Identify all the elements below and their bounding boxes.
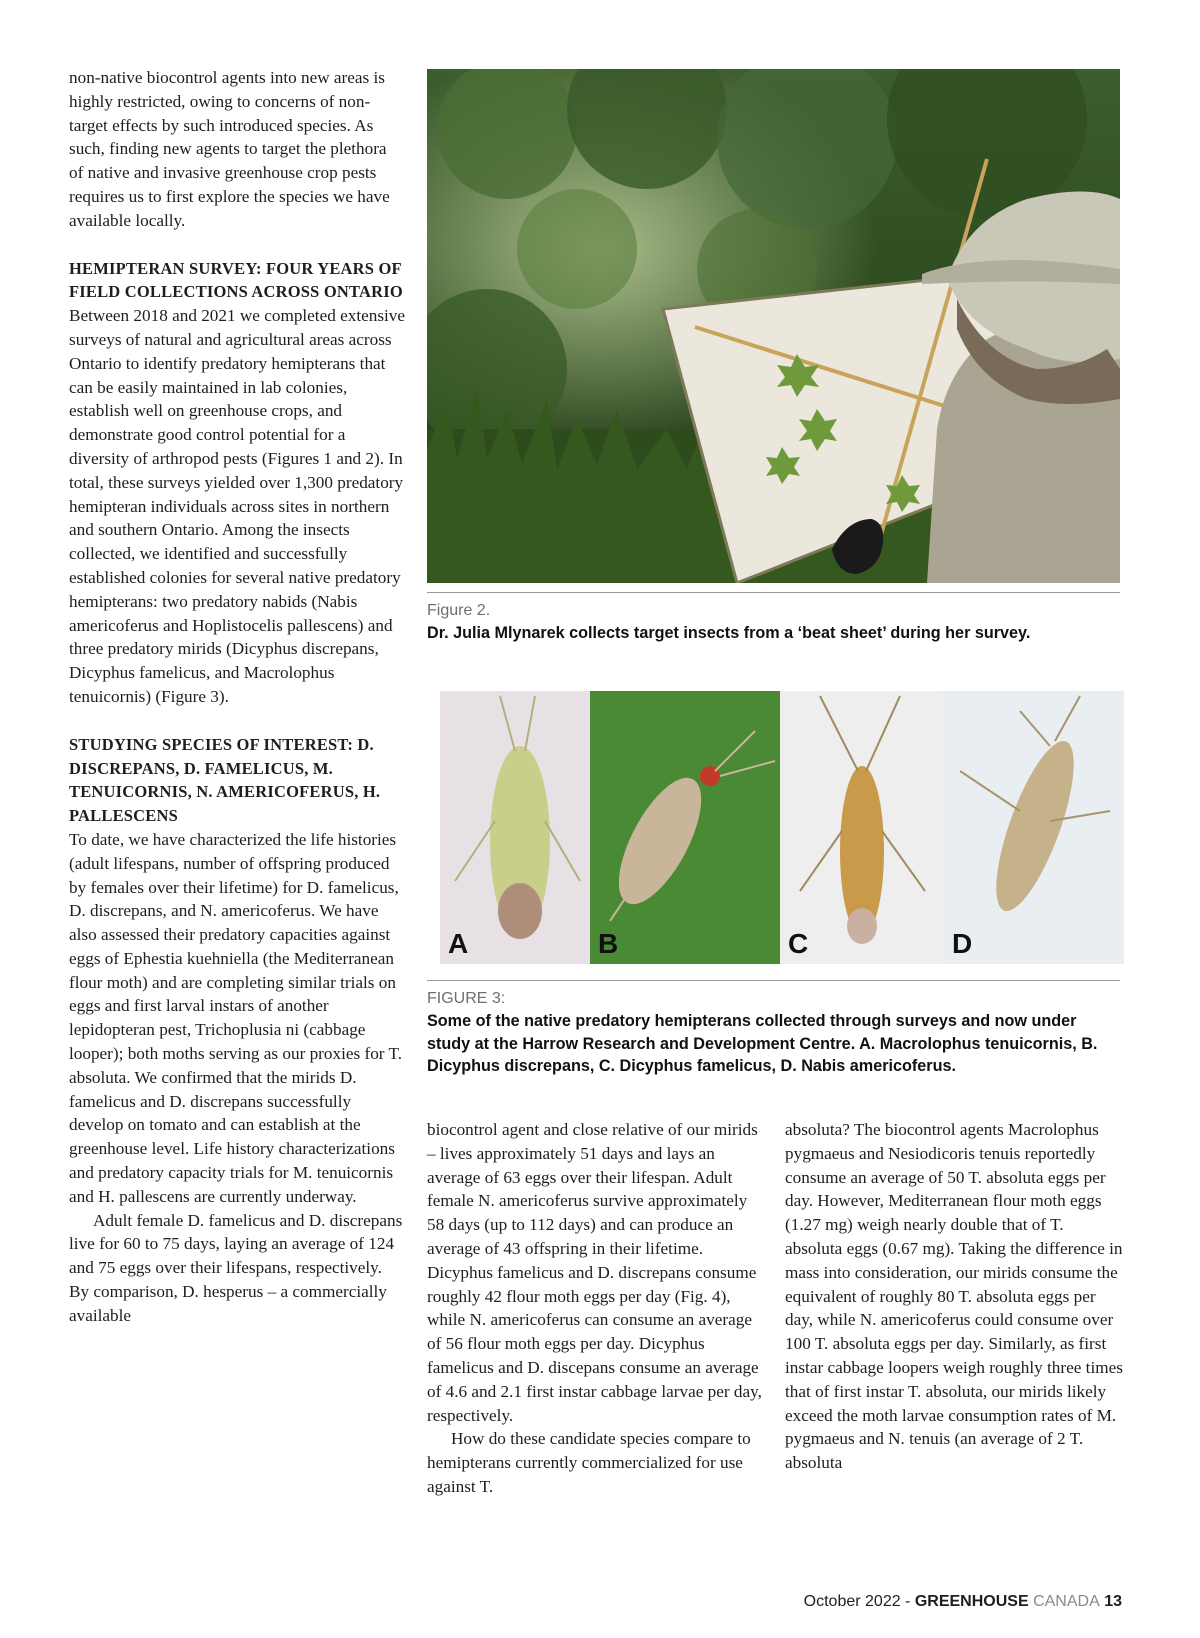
footer-magazine-light: CANADA [1028, 1593, 1100, 1610]
figure-2-rule [427, 592, 1120, 593]
middle-column [427, 1118, 767, 1499]
right-column [785, 1118, 1125, 1475]
figure-3-panel-c [780, 691, 940, 964]
beat-sheet-survey-illustration [427, 69, 1120, 583]
dicyphus-discrepans-illustration [590, 691, 780, 964]
panel-label-b: B [598, 928, 619, 959]
figure-3-photo [440, 691, 1124, 964]
body-paragraph: absoluta? The biocontrol agents Macrolophus pygmaeus and Nesiodicoris tenuis reportedly consume an average of 50 T. absoluta eggs per day. However, Mediterranean flour moth eggs (1.27 mg) weigh nearly double that of T. absoluta eggs (0.67 mg). Taking the difference in mass into consideration, our mirids consume the equivalent of roughly 80 T. absoluta eggs per day, while N. americoferus could consume over 100 T. absoluta eggs per day. Similarly, as first instar cabbage loopers weigh roughly three times that of first instar T. absoluta, our mirids likely exceed the moth larvae consumption rates of M. pygmaeus and N. tenuis (an average of 2 T. absoluta [785, 1120, 1123, 1473]
left-column [69, 66, 405, 1328]
body-paragraph: Adult female D. famelicus and D. discrepans live for 60 to 75 days, laying an average of 124 and 75 eggs over their lifespans, respectively. By comparison, D. hesperus – a commercially available [69, 1210, 403, 1325]
figure-2-label: Figure 2. [427, 602, 491, 619]
page-footer [804, 1593, 1122, 1611]
dicyphus-famelicus-illustration [780, 691, 940, 964]
body-paragraph: non-native biocontrol agents into new areas is highly restricted, owing to concerns of non-target effects by such introduced species. As such, finding new agents to target the plethora of native and invasive greenhouse crop pests requires us to first explore the species we have available locally. [69, 68, 390, 230]
panel-label-d: D [952, 928, 973, 959]
figure-3-caption-text: Some of the native predatory hemipterans collected through surveys and now under study at the Harrow Research and Development Centre. A. Macrolophus tenuicornis, B. Dicyphus discrepans, C. Dicyphus famelicus, D. Nabis americoferus. [427, 1012, 1098, 1075]
figure-2-caption [427, 600, 1120, 645]
figure-3-rule [427, 980, 1120, 981]
figure-3-label: FIGURE 3: [427, 990, 506, 1007]
body-paragraph: How do these candidate species compare to hemipterans currently commercialized for use against T. [427, 1429, 751, 1496]
figure-3-panel-a [440, 691, 590, 964]
body-paragraph: Between 2018 and 2021 we completed extensive surveys of natural and agricultural areas across Ontario to identify predatory hemipterans that can be easily maintained in lab colonies, establish well on greenhouse crops, and demonstrate good control potential for a diversity of arthropod pests (Figures 1 and 2). In total, these surveys yielded over 1,300 predatory hemipteran individuals across sites in northern and southern Ontario. Among the insects collected, we identified and successfully established colonies for several native predatory hemipterans: two predatory nabids (Nabis americoferus and Hoplistocelis pallescens) and three predatory mirids (Dicyphus discrepans, Dicyphus famelicus, and Macrolophus tenuicornis) (Figure 3). [69, 306, 406, 706]
section-heading-survey: HEMIPTERAN SURVEY: FOUR YEARS OF FIELD COLLECTIONS ACROSS ONTARIO [69, 258, 403, 302]
figure-3-panel-b [590, 691, 780, 964]
nabis-illustration [940, 691, 1124, 964]
figure-3-panel-d [940, 691, 1124, 964]
figure-2-photo [427, 69, 1120, 583]
footer-date: October 2022 [803, 1593, 901, 1610]
body-paragraph: biocontrol agent and close relative of our mirids – lives approximately 51 days and lays an average of 63 eggs over their lifespan. Adult female N. americoferus survive approximately 58 days (up to 112 days) and can produce an average of 43 offspring in their lifetime. Dicyphus famelicus and D. discrepans consume roughly 42 flour moth eggs per day (Fig. 4), while N. americoferus can consume an average of 56 flour moth eggs per day. Dicyphus famelicus and D. discepans consume an average of 4.6 and 2.1 first instar cabbage larvae per day, respectively. [427, 1120, 762, 1425]
footer-page-number: 13 [1099, 1593, 1122, 1610]
figure-2-caption-text: Dr. Julia Mlynarek collects target insects from a ‘beat sheet’ during her survey. [427, 624, 1031, 642]
macrolophus-illustration [440, 691, 590, 964]
panel-label-c: C [788, 928, 809, 959]
panel-label-a: A [448, 928, 469, 959]
figure-3-caption [427, 988, 1120, 1078]
section-heading-species: STUDYING SPECIES OF INTEREST: D. DISCREPANS, D. FAMELICUS, M. TENUICORNIS, N. AMERICOFERUS, H. PALLESCENS [69, 734, 381, 826]
body-paragraph: To date, we have characterized the life histories (adult lifespans, number of offspring produced by females over their lifetime) for D. famelicus, D. discrepans, and N. americoferus. We have also assessed their predatory capacities against eggs of Ephestia kuehniella (the Mediterranean flour moth) and are completing similar trials on eggs and first larval instars of another lepidopteran pest, Trichoplusia ni (cabbage looper); both moths serving as our proxies for T. absoluta. We confirmed that the mirids D. famelicus and D. discrepans successfully develop on tomato and can establish at the greenhouse level. Life history characterizations and predatory capacity trials for M. tenuicornis and H. pallescens are currently underway. [69, 829, 403, 1206]
footer-separator: - [900, 1593, 915, 1610]
footer-magazine-bold: GREENHOUSE [914, 1593, 1029, 1610]
